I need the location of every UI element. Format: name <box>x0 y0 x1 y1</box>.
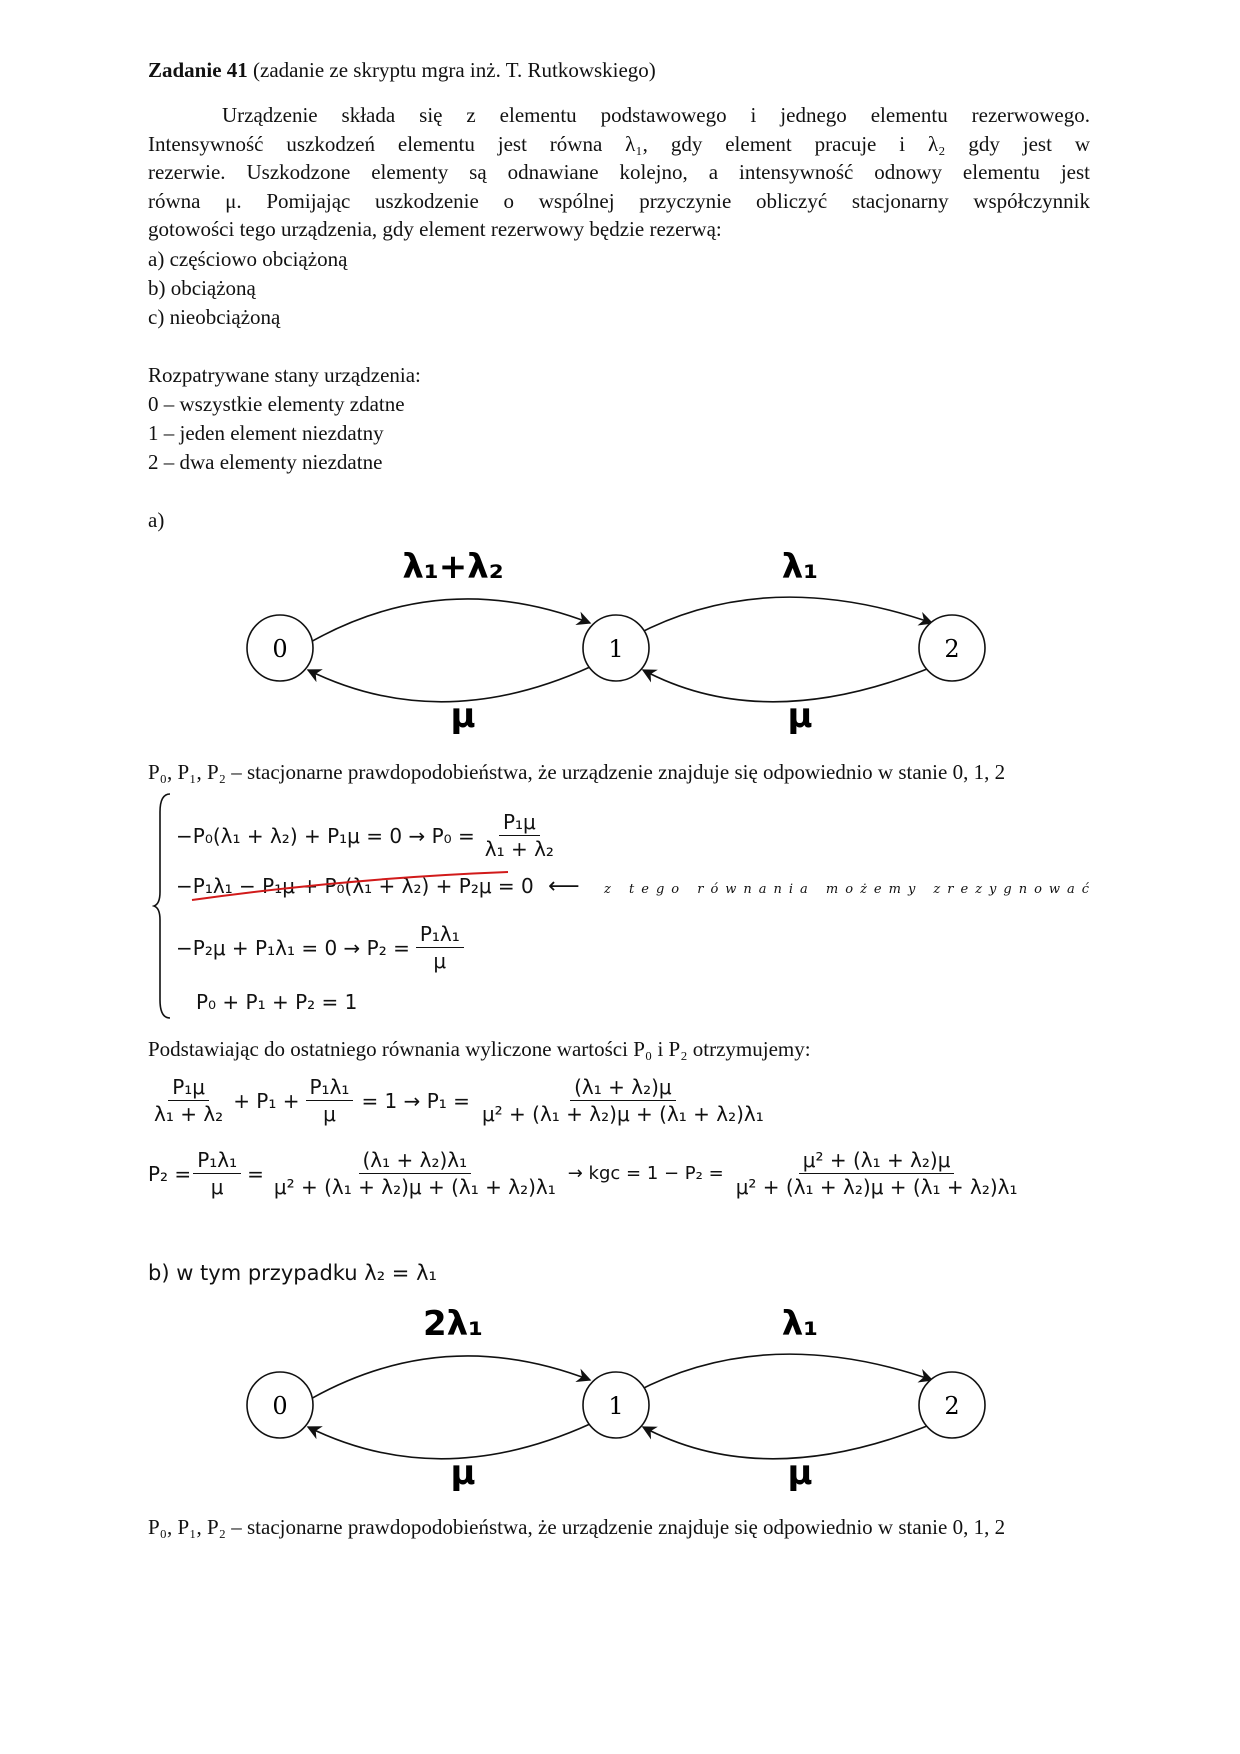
result-p1-equals: = 1 → P₁ = <box>361 1088 470 1113</box>
fraction-numerator: P₁μ <box>168 1075 209 1101</box>
part-b-label: b) w tym przypadku λ₂ = λ₁ <box>148 1261 437 1285</box>
state-node-0-label: 0 <box>272 1392 288 1420</box>
rate-2-1-label: μ <box>787 696 813 736</box>
equation-4: P₀ + P₁ + P₂ = 1 <box>196 990 358 1014</box>
fraction-denominator: μ <box>210 1175 224 1199</box>
arrow-1-to-2 <box>632 1354 932 1394</box>
arrow-1-to-2 <box>632 597 932 637</box>
rate-1-2-label: λ₁ <box>781 1304 819 1344</box>
result-p1-row <box>148 1075 770 1126</box>
fraction-denominator: λ₁ + λ₂ <box>154 1102 224 1126</box>
equation-1-denominator: λ₁ + λ₂ <box>484 837 554 861</box>
equation-3 <box>176 922 466 973</box>
result-fraction <box>478 1075 768 1126</box>
task-title-bold: Zadanie 41 <box>148 58 248 82</box>
intro-line: Urządzenie składa się z elementu podstawowego i jednego elementu rezerwowego. <box>222 103 1090 127</box>
fraction-denominator: μ² + (λ₁ + λ₂)μ + (λ₁ + λ₂)λ₁ <box>273 1175 556 1199</box>
state-item: 1 – jeden element niezdatny <box>148 421 384 445</box>
rate-1-0-label: μ <box>450 696 476 736</box>
state-node-1-label: 1 <box>608 1392 624 1420</box>
left-arrow-icon: ⟵ <box>548 874 580 899</box>
result-fraction <box>732 1148 1022 1199</box>
equation-1-numerator: P₁μ <box>499 810 540 836</box>
equation-1 <box>176 810 560 861</box>
state-node-2-label: 2 <box>944 635 960 663</box>
result-fraction <box>270 1148 560 1199</box>
equation-2 <box>176 874 1096 899</box>
rate-1-2-label: λ₁ <box>781 547 819 587</box>
intro-line: Intensywność uszkodzeń elementu jest równa λ₁, gdy element pracuje i λ₂ gdy jest w <box>148 131 1090 156</box>
arrow-0-to-1 <box>302 599 590 647</box>
rate-1-0-label: μ <box>450 1453 476 1493</box>
result-fraction <box>193 1148 241 1199</box>
states-heading: Rozpatrywane stany urządzenia: <box>148 363 421 387</box>
result-equals: = <box>247 1161 264 1186</box>
result-fraction <box>150 1075 227 1126</box>
result-fraction <box>306 1075 354 1126</box>
part-a-label: a) <box>148 508 165 532</box>
fraction-denominator: μ² + (λ₁ + λ₂)μ + (λ₁ + λ₂)λ₁ <box>481 1102 764 1126</box>
equation-3-left: −P₂μ + P₁λ₁ = 0 → P₂ = <box>176 935 410 960</box>
state-node-2-label: 2 <box>944 1392 960 1420</box>
state-item: 2 – dwa elementy niezdatne <box>148 450 383 474</box>
fraction-numerator: P₁λ₁ <box>306 1075 354 1101</box>
equation-3-numerator: P₁λ₁ <box>416 922 464 948</box>
task-title-rest: (zadanie ze skryptu mgra inż. T. Rutkowskiego) <box>247 58 656 82</box>
markov-diagram-b <box>240 1302 1000 1502</box>
task-title <box>148 56 656 84</box>
option-c: c) nieobciążoną <box>148 305 281 329</box>
fraction-denominator: μ <box>323 1102 336 1126</box>
state-node-0-label: 0 <box>272 635 288 663</box>
intro-line: równa μ. Pomijając uszkodzenie o wspólnej przyczynie obliczyć stacjonarny współczynnik <box>148 188 1090 213</box>
fraction-numerator: P₁λ₁ <box>193 1148 241 1174</box>
availability-coefficient-label: → kgc = 1 − P₂ = <box>567 1163 724 1184</box>
intro-line: rezerwie. Uszkodzone elementy są odnawiane kolejno, a intensywność odnowy elementu jest <box>148 160 1090 185</box>
rate-2-1-label: μ <box>787 1453 813 1493</box>
equation-2-text: −P₁λ₁ − P₁μ + P₀(λ₁ + λ₂) + P₂μ = 0 <box>176 874 534 898</box>
rate-0-1-label: 2λ₁ <box>422 1304 484 1344</box>
state-item: 0 – wszystkie elementy zdatne <box>148 392 405 416</box>
result-mid-text: + P₁ + <box>233 1088 300 1113</box>
probabilities-definition-b: P₀, P₁, P₂ – stacjonarne prawdopodobieństwa, że urządzenie znajduje się odpowiednio w stanie 0, 1, 2 <box>148 1515 1006 1539</box>
arrow-1-to-0 <box>308 1424 590 1459</box>
state-node-1-label: 1 <box>608 635 624 663</box>
markov-diagram-a <box>240 545 1000 745</box>
fraction-numerator: (λ₁ + λ₂)λ₁ <box>359 1148 472 1174</box>
fraction-denominator: μ² + (λ₁ + λ₂)μ + (λ₁ + λ₂)λ₁ <box>735 1175 1018 1199</box>
result-p2-row <box>148 1148 1024 1199</box>
strike-line <box>190 870 510 904</box>
probabilities-definition: P₀, P₁, P₂ – stacjonarne prawdopodobieństwa, że urządzenie znajduje się odpowiednio w stanie 0, 1, 2 <box>148 760 1006 784</box>
fraction-numerator: μ² + (λ₁ + λ₂)μ <box>799 1148 955 1174</box>
system-brace <box>152 792 174 1020</box>
option-b: b) obciążoną <box>148 276 256 300</box>
option-a: a) częściowo obciążoną <box>148 247 348 271</box>
arrow-1-to-0 <box>308 667 590 702</box>
intro-paragraph <box>148 101 1090 244</box>
result-p2-lhs: P₂ = <box>148 1161 192 1186</box>
intro-line: gotowości tego urządzenia, gdy element rezerwowy będzie rezerwą: <box>148 217 722 242</box>
equation-3-denominator: μ <box>433 949 447 973</box>
equation-2-note: z tego równania możemy zrezygnować <box>604 882 1097 897</box>
arrow-0-to-1 <box>302 1356 590 1404</box>
substitution-text: Podstawiając do ostatniego równania wyliczone wartości P₀ i P₂ otrzymujemy: <box>148 1037 811 1061</box>
equation-3-fraction <box>416 922 464 973</box>
equation-1-fraction <box>481 810 558 861</box>
rate-0-1-label: λ₁+λ₂ <box>402 547 504 587</box>
fraction-numerator: (λ₁ + λ₂)μ <box>570 1075 676 1101</box>
equation-1-left: −P₀(λ₁ + λ₂) + P₁μ = 0 → P₀ = <box>176 823 475 848</box>
